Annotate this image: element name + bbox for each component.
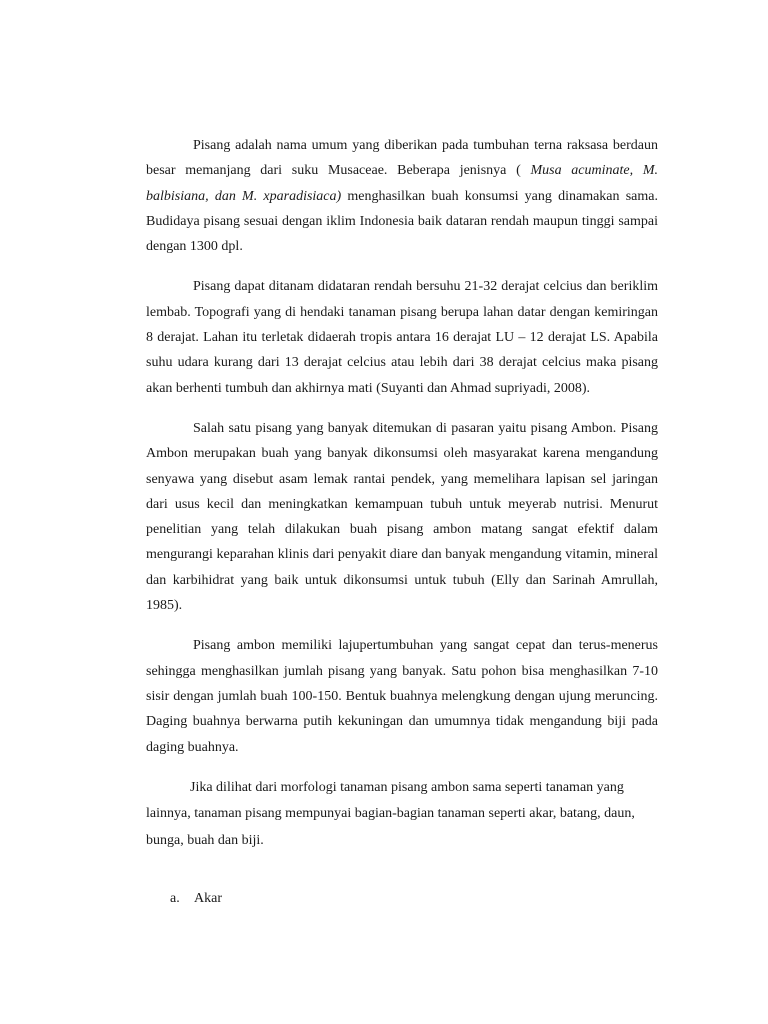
list-marker: a.: [170, 891, 180, 906]
paragraph-5: [146, 775, 658, 855]
paragraph-2-text: Pisang dapat ditanam didataran rendah bersuhu 21-32 derajat celcius dan beriklim lembab. Topografi yang di hendaki tanaman pisang berupa lahan datar dengan kemiringan 8 derajat. Lahan itu terletak didaerah tropis antara 16 derajat LU – 12 derajat LS. Apabila suhu udara kurang dari 13 derajat celcius atau lebih dari 38 derajat celcius maka pisang akan berhenti tumbuh dan akhirnya mati (Suyanti dan Ahmad supriyadi, 2008).: [146, 279, 658, 396]
paragraph-3-text: Salah satu pisang yang banyak ditemukan di pasaran yaitu pisang Ambon. Pisang Ambon merupakan buah yang banyak dikonsumsi oleh masyarakat karena mengandung senyawa yang disebut asam lemak rantai pendek, yang memelihara lapisan sel jaringan dari usus kecil dan meningkatkan kemampuan tubuh untuk meyerab nutrisi. Menurut penelitian yang telah dilakukan buah pisang ambon matang sangat efektif dalam mengurangi keparahan klinis dari penyakit diare dan banyak mengandung vitamin, mineral dan karbihidrat yang baik untuk dikonsumsi untuk tubuh (Elly dan Sarinah Amrullah, 1985).: [146, 420, 658, 614]
body-text: [146, 133, 658, 869]
paragraph-5-text: Jika dilihat dari morfologi tanaman pisang ambon sama seperti tanaman yang lainnya, tanaman pisang mempunyai bagian-bagian tanaman seperti akar, batang, daun, bunga, buah dan biji.: [146, 779, 635, 848]
paragraph-1: [146, 133, 658, 259]
paragraph-1-text-end: menghasilkan buah konsumsi yang dinamakan sama. Budidaya pisang sesuai dengan iklim Indonesia baik dataran rendah maupun tinggi sampai dengan 1300 dpl.: [146, 188, 658, 255]
paragraph-1-text: Pisang adalah nama umum yang diberikan pada tumbuhan terna raksasa berdaun besar memanjang dari suku Musaceae. Beberapa jenisnya (: [146, 138, 658, 179]
paragraph-3: [146, 416, 658, 618]
list-item-label: Akar: [194, 891, 222, 906]
species-names: Musa acuminate, M. balbisiana, dan M. xparadisiaca): [146, 163, 658, 204]
list-item: [170, 886, 222, 912]
section-list: [170, 886, 222, 912]
paragraph-4-text: Pisang ambon memiliki lajupertumbuhan yang sangat cepat dan terus-menerus sehingga menghasilkan jumlah pisang yang banyak. Satu pohon bisa menghasilkan 7-10 sisir dengan jumlah buah 100-150. Bentuk buahnya melengkung dengan ujung meruncing. Daging buahnya berwarna putih kekuningan dan umumnya tidak mengandung biji pada daging buahnya.: [146, 638, 658, 755]
paragraph-4: [146, 633, 658, 759]
paragraph-2: [146, 274, 658, 400]
